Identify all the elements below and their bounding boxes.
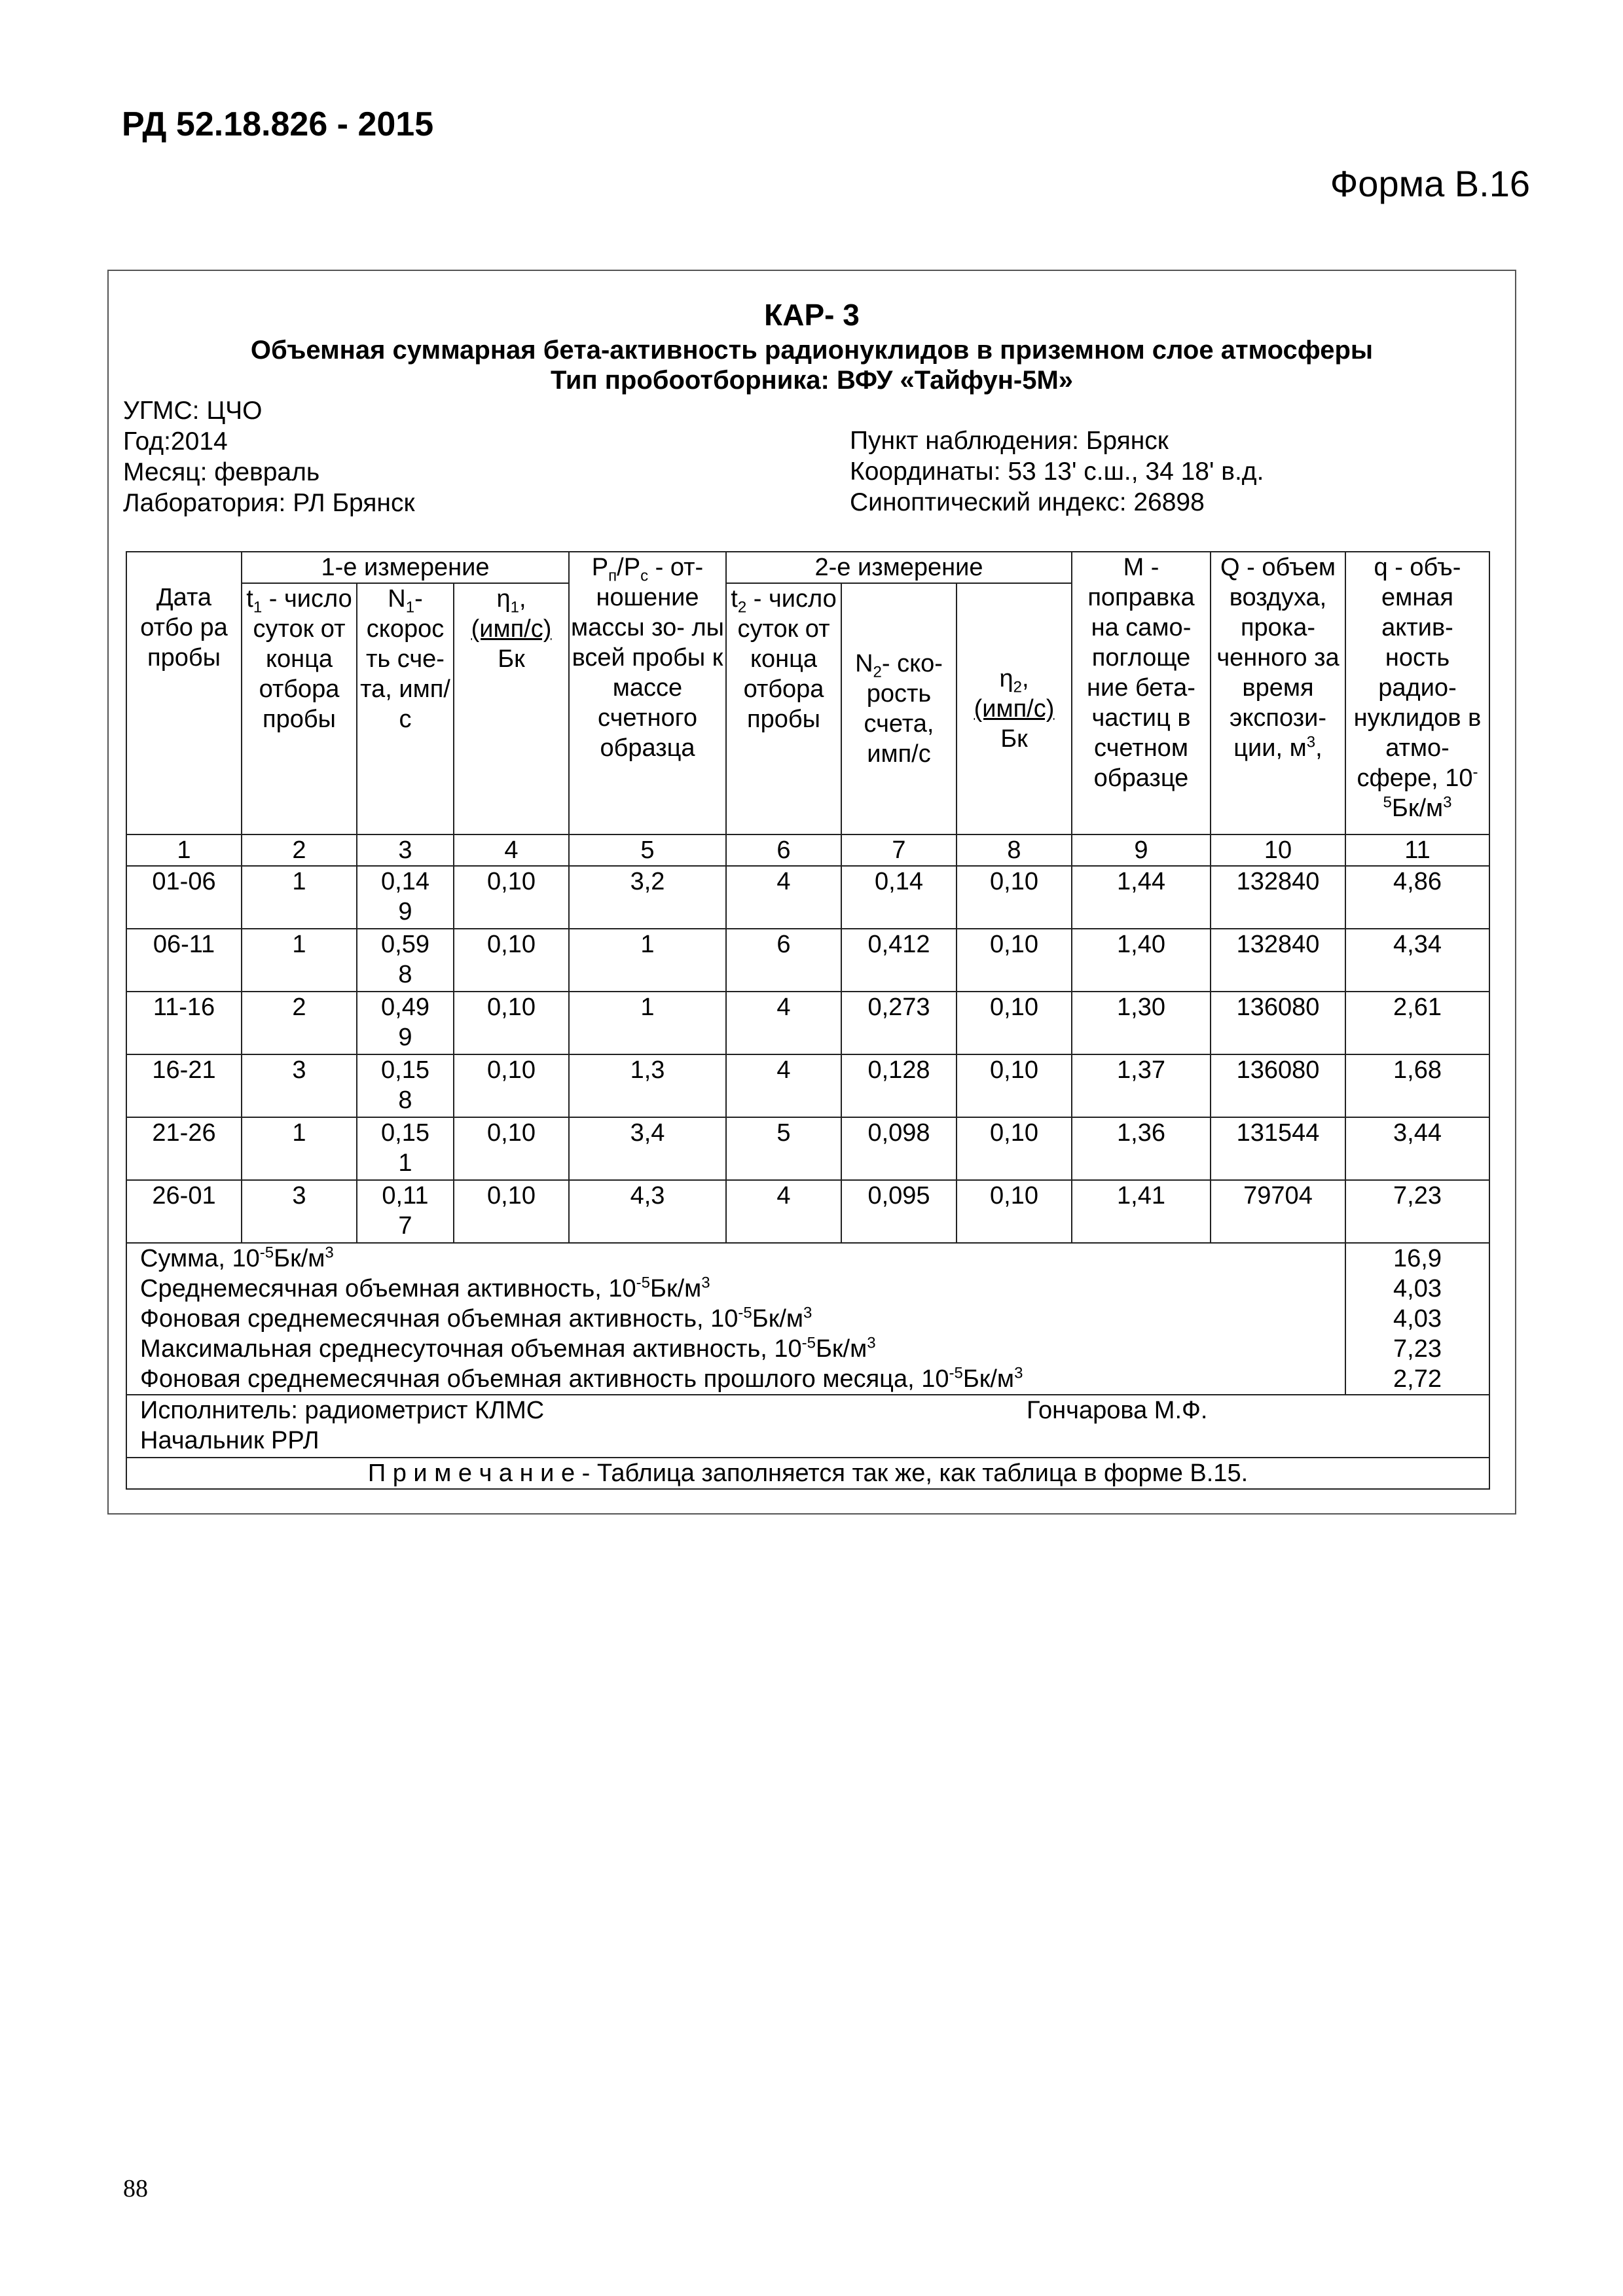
table-cell: 0,10 — [454, 1180, 569, 1243]
t1-rest: - число суток от конца отбора пробы — [253, 585, 352, 733]
table-cell: 0,095 — [841, 1180, 957, 1243]
table-cell: 16-21 — [126, 1054, 242, 1117]
table-cell: 79704 — [1211, 1180, 1345, 1243]
table-cell: 0,10 — [957, 929, 1072, 992]
form-frame — [107, 270, 1516, 1515]
t1-sym: t — [246, 585, 253, 613]
summary-part: Сумма, 10 — [140, 1245, 260, 1272]
table-row — [126, 1180, 1489, 1243]
column-number: 2 — [242, 834, 357, 866]
eta1-sym: η — [496, 585, 511, 613]
subtitle-line-2: Тип пробоотборника: ВФУ «Тайфун-5М» — [550, 366, 1074, 395]
header-q-volume — [1211, 552, 1345, 834]
table-cell: 1,37 — [1072, 1054, 1211, 1117]
table-row — [126, 866, 1489, 929]
table-cell: 6 — [726, 929, 841, 992]
table-cell: 3 — [242, 1054, 357, 1117]
q-volume-sup: 3 — [1306, 733, 1316, 751]
column-number: 9 — [1072, 834, 1211, 866]
summary-part: Фоновая среднемесячная объемная активность, 10 — [140, 1305, 739, 1333]
header-n2 — [841, 583, 957, 834]
ratio-sym-a: Р — [591, 554, 609, 581]
table-cell: 0,59 8 — [357, 929, 454, 992]
form-subtitle — [109, 335, 1515, 395]
summary-part: 3 — [1014, 1364, 1023, 1382]
header-q-activity — [1345, 552, 1489, 834]
q-activity-text: q - объ- емная актив- ность радио- нуклидов в атмо- сфере, 10 — [1353, 554, 1482, 792]
table-cell: 0,10 — [454, 992, 569, 1054]
table-cell: 1 — [569, 992, 726, 1054]
eta1-comma: , — [519, 585, 526, 613]
summary-value: 7,23 — [1393, 1335, 1442, 1363]
table-cell: 3,4 — [569, 1117, 726, 1180]
q-activity-sup2: 3 — [1443, 793, 1452, 812]
table-cell: 3,2 — [569, 866, 726, 929]
eta2-numerator: (имп/с) — [974, 695, 1055, 723]
header-t1 — [242, 583, 357, 834]
table-cell: 4 — [726, 992, 841, 1054]
ratio-sym-b: /Р — [617, 554, 641, 581]
summary-line — [140, 1364, 1343, 1394]
summary-part: Бк/м — [650, 1275, 702, 1302]
summary-part: Бк/м — [962, 1365, 1015, 1393]
summary-part: 3 — [701, 1274, 710, 1292]
table-cell: 0,128 — [841, 1054, 957, 1117]
table-cell: 11-16 — [126, 992, 242, 1054]
column-number: 5 — [569, 834, 726, 866]
table-cell: 0,273 — [841, 992, 957, 1054]
table-cell: 0,10 — [957, 1180, 1072, 1243]
column-number: 6 — [726, 834, 841, 866]
t2-sub: 2 — [737, 598, 747, 617]
eta2-sym: η — [999, 665, 1013, 692]
n2-sub: 2 — [873, 663, 882, 681]
header-eta1 — [454, 583, 569, 834]
summary-part: Фоновая среднемесячная объемная активность прошлого месяца, 10 — [140, 1365, 949, 1393]
summary-line — [140, 1304, 1343, 1334]
table-cell: 136080 — [1211, 1054, 1345, 1117]
summary-part: -5 — [738, 1304, 752, 1322]
eta2-comma: , — [1021, 665, 1029, 692]
table-cell: 0,10 — [957, 992, 1072, 1054]
t1-sub: 1 — [253, 598, 263, 617]
data-rows — [126, 866, 1489, 1243]
table-cell: 3 — [242, 1180, 357, 1243]
table-cell: 4,86 — [1345, 866, 1489, 929]
table-cell: 0,098 — [841, 1117, 957, 1180]
table-cell: 0,10 — [454, 1054, 569, 1117]
table-cell: 4 — [726, 1180, 841, 1243]
summary-labels — [126, 1243, 1345, 1395]
year-field: Год:2014 — [123, 427, 228, 456]
header-m: М - поправка на само- поглоще ние бета- частиц в счетном образце — [1072, 552, 1211, 834]
column-number: 8 — [957, 834, 1072, 866]
note-cell: П р и м е ч а н и е - Таблица заполняется так же, как таблица в форме В.15. — [126, 1458, 1489, 1489]
summary-value: 4,03 — [1393, 1305, 1442, 1333]
table-cell: 1 — [242, 1117, 357, 1180]
table-cell: 1,3 — [569, 1054, 726, 1117]
column-number: 4 — [454, 834, 569, 866]
lab-field: Лаборатория: РЛ Брянск — [123, 489, 415, 517]
header-ratio — [569, 552, 726, 834]
n2-sym: N — [855, 650, 873, 677]
table-cell: 1,68 — [1345, 1054, 1489, 1117]
table-row — [126, 992, 1489, 1054]
data-table — [126, 551, 1490, 1490]
table-cell: 0,10 — [454, 866, 569, 929]
eta1-denominator: Бк — [498, 645, 525, 673]
table-cell: 01-06 — [126, 866, 242, 929]
header-t2 — [726, 583, 841, 834]
table-cell: 1,41 — [1072, 1180, 1211, 1243]
table-cell: 0,10 — [957, 1054, 1072, 1117]
point-field: Пункт наблюдения: Брянск — [850, 427, 1169, 455]
column-number: 3 — [357, 834, 454, 866]
table-cell: 2,61 — [1345, 992, 1489, 1054]
table-cell: 1,40 — [1072, 929, 1211, 992]
document-code: РД 52.18.826 - 2015 — [122, 105, 434, 143]
table-cell: 0,412 — [841, 929, 957, 992]
column-number: 1 — [126, 834, 242, 866]
form-title: КАР- 3 — [764, 298, 860, 332]
table-cell: 4,34 — [1345, 929, 1489, 992]
table-cell: 0,14 — [841, 866, 957, 929]
header-date-text: Дата отбо ра пробы — [140, 584, 228, 672]
table-cell: 1 — [569, 929, 726, 992]
table-cell: 1,44 — [1072, 866, 1211, 929]
q-activity-sup1: -5 — [1383, 763, 1478, 812]
n1-sub: 1 — [405, 598, 415, 617]
table-cell: 0,11 7 — [357, 1180, 454, 1243]
summary-part: Бк/м — [815, 1335, 867, 1363]
summary-part: Бк/м — [752, 1305, 803, 1333]
header-eta2 — [957, 583, 1072, 834]
month-field: Месяц: февраль — [123, 458, 320, 486]
table-row — [126, 929, 1489, 992]
table-cell: 4 — [726, 866, 841, 929]
table-cell: 4,3 — [569, 1180, 726, 1243]
table-cell: 1 — [242, 866, 357, 929]
ratio-sub-a: п — [608, 567, 617, 585]
summary-value: 16,9 — [1393, 1245, 1442, 1272]
header-group-1: 1-е измерение — [242, 552, 569, 583]
note-row — [126, 1458, 1489, 1489]
ratio-rest: - от- ношение массы зо- лы всей пробы к массе счетного образца — [571, 554, 724, 762]
table-cell: 0,10 — [957, 866, 1072, 929]
summary-part: -5 — [636, 1274, 651, 1292]
header-n1 — [357, 583, 454, 834]
summary-part: -5 — [949, 1364, 963, 1382]
table-cell: 1,36 — [1072, 1117, 1211, 1180]
table-cell: 0,10 — [957, 1117, 1072, 1180]
n1-rest: - скорос ть сче- та, имп/с — [360, 585, 450, 733]
column-number: 11 — [1345, 834, 1489, 866]
info-right — [850, 425, 1264, 518]
eta2-denominator: Бк — [1000, 725, 1028, 753]
table-cell: 21-26 — [126, 1117, 242, 1180]
subtitle-line-1: Объемная суммарная бета-активность радионуклидов в приземном слое атмосферы — [250, 336, 1374, 365]
table-cell: 0,15 8 — [357, 1054, 454, 1117]
q-activity-unit: Бк/м — [1391, 795, 1444, 822]
chief: Начальник РРЛ — [140, 1427, 319, 1454]
q-volume-text: Q - объем воздуха, прока- ченного за время экспози- ции, м — [1216, 554, 1340, 762]
t2-rest: - число суток от конца отбора пробы — [737, 585, 837, 733]
table-cell: 136080 — [1211, 992, 1345, 1054]
table-cell: 0,14 9 — [357, 866, 454, 929]
table-cell: 1 — [242, 929, 357, 992]
table-cell: 5 — [726, 1117, 841, 1180]
summary-line — [140, 1244, 1343, 1274]
summary-value: 4,03 — [1393, 1275, 1442, 1302]
table-cell: 131544 — [1211, 1117, 1345, 1180]
table-cell: 0,49 9 — [357, 992, 454, 1054]
column-numbers-row — [126, 834, 1489, 866]
eta1-sub: 1 — [510, 598, 519, 617]
summary-part: Бк/м — [274, 1245, 325, 1272]
column-number: 10 — [1211, 834, 1345, 866]
table-row — [126, 1117, 1489, 1180]
synoptic-field: Синоптический индекс: 26898 — [850, 488, 1205, 516]
summary-part: Среднемесячная объемная активность, 10 — [140, 1275, 636, 1302]
header-date — [126, 552, 242, 834]
eta2-sub: 2 — [1013, 678, 1022, 696]
summary-value: 2,72 — [1393, 1365, 1442, 1393]
table-cell: 132840 — [1211, 929, 1345, 992]
header-group-2: 2-е измерение — [726, 552, 1072, 583]
table-cell: 26-01 — [126, 1180, 242, 1243]
table-cell: 7,23 — [1345, 1180, 1489, 1243]
t2-sym: t — [731, 585, 738, 613]
info-left — [123, 395, 415, 518]
footer-cell — [126, 1395, 1489, 1458]
table-cell: 0,15 1 — [357, 1117, 454, 1180]
table-row — [126, 1054, 1489, 1117]
summary-part: -5 — [259, 1244, 274, 1262]
summary-part: 3 — [867, 1334, 876, 1352]
ratio-sub-b: с — [640, 567, 649, 585]
eta1-numerator: (имп/с) — [471, 615, 552, 643]
executor: Исполнитель: радиометрист КЛМС — [140, 1397, 545, 1424]
form-label: Форма В.16 — [1330, 163, 1530, 204]
ugms-field: УГМС: ЦЧО — [123, 397, 263, 425]
coords-field: Координаты: 53 13' с.ш., 34 18' в.д. — [850, 457, 1264, 486]
n1-sym: N — [388, 585, 406, 613]
executor-name: Гончарова М.Ф. — [1027, 1397, 1208, 1424]
summary-values — [1345, 1243, 1489, 1395]
table-cell: 132840 — [1211, 866, 1345, 929]
summary-block — [126, 1243, 1489, 1395]
column-number: 7 — [841, 834, 957, 866]
table-cell: 2 — [242, 992, 357, 1054]
n2-rest: - ско- рость счета, имп/с — [864, 650, 943, 768]
table-cell: 3,44 — [1345, 1117, 1489, 1180]
page-number: 88 — [123, 2175, 148, 2202]
summary-part: 3 — [325, 1244, 334, 1262]
table-cell: 0,10 — [454, 929, 569, 992]
table-cell: 4 — [726, 1054, 841, 1117]
footer-row — [126, 1395, 1489, 1458]
summary-line — [140, 1334, 1343, 1364]
q-volume-comma: , — [1315, 734, 1322, 762]
table-cell: 0,10 — [454, 1117, 569, 1180]
table-cell: 06-11 — [126, 929, 242, 992]
summary-part: 3 — [803, 1304, 812, 1322]
summary-part: Максимальная среднесуточная объемная активность, 10 — [140, 1335, 802, 1363]
summary-line — [140, 1274, 1343, 1304]
table-cell: 1,30 — [1072, 992, 1211, 1054]
summary-part: -5 — [801, 1334, 816, 1352]
